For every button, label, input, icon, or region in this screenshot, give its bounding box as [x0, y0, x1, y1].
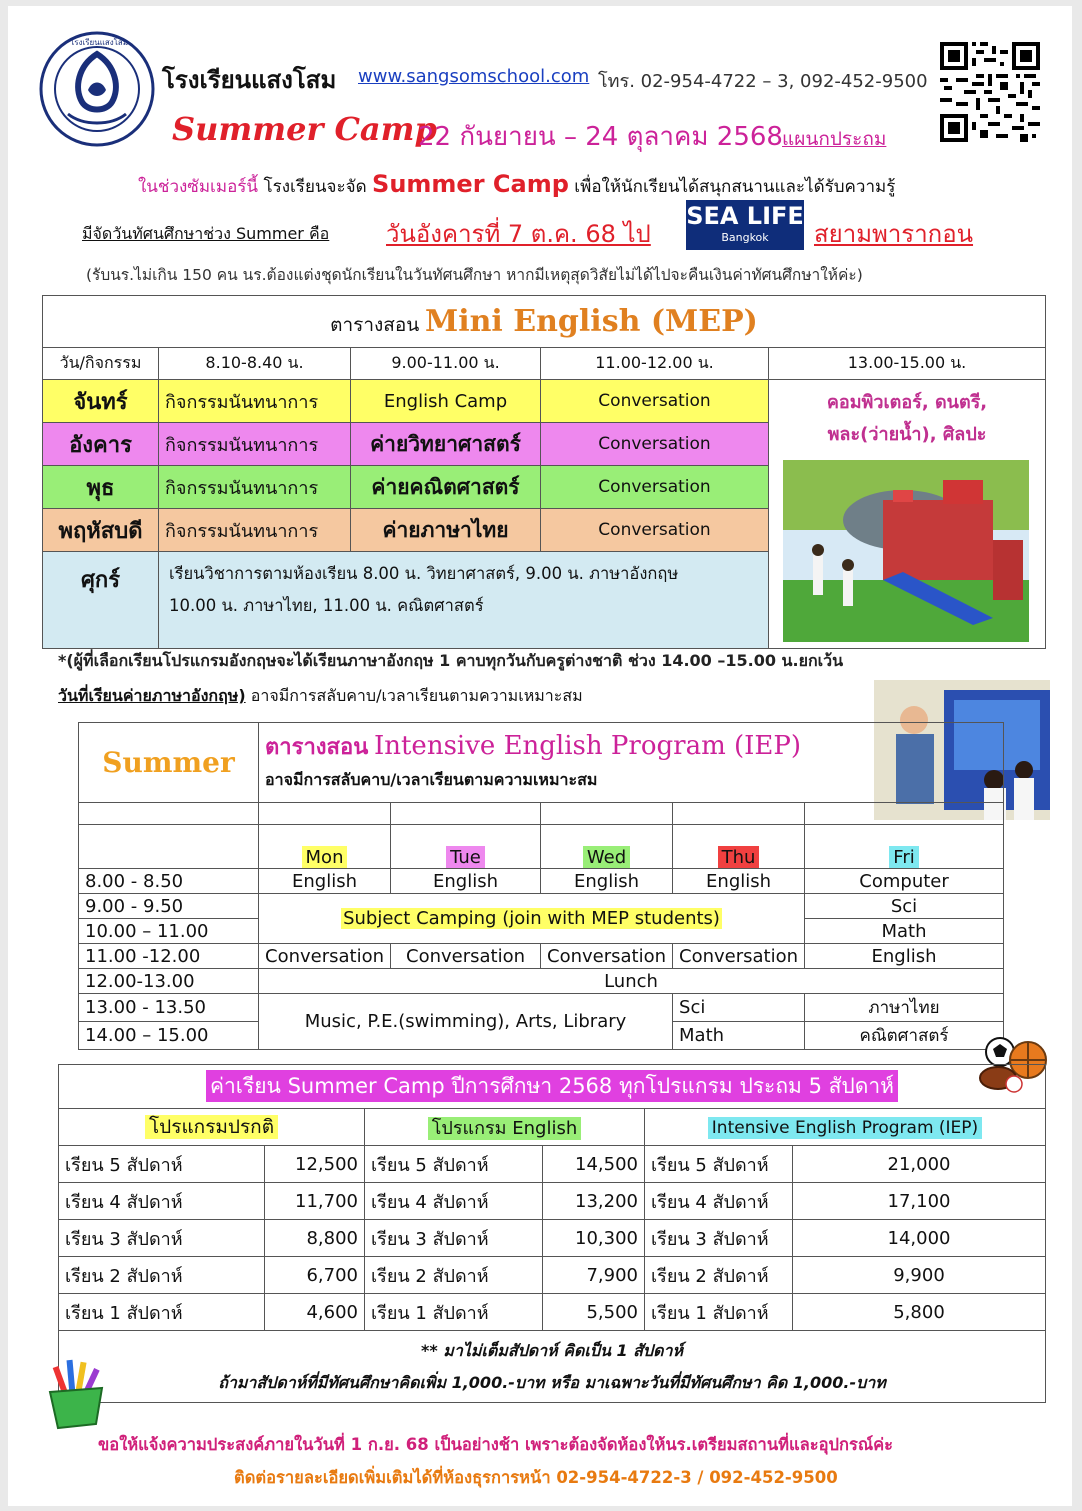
sealife-text: SEA LIFE — [686, 202, 804, 230]
fees-program-iep — [645, 1109, 1046, 1146]
fees-iep-value: 17,100 — [793, 1183, 1046, 1220]
fees-week-label: เรียน 1 สัปดาห์ — [59, 1294, 265, 1331]
fees-english-value: 14,500 — [543, 1146, 645, 1183]
mep-friday-cell — [159, 552, 769, 649]
summer-clipart — [79, 723, 259, 803]
iep-title-prefix: ตารางสอน — [265, 735, 369, 760]
iep-cell-conversation: Conversation — [673, 944, 805, 969]
mep-day-friday: ศุกร์ — [43, 552, 159, 649]
fees-normal-value: 4,600 — [265, 1294, 365, 1331]
iep-title-cell — [259, 723, 1004, 803]
iep-spacer-cell — [541, 803, 673, 825]
mep-title: Mini English (MEP) — [425, 303, 758, 339]
iep-day-mon — [259, 825, 391, 869]
iep-title: Intensive English Program (IEP) — [373, 731, 802, 761]
trip-prefix: มีจัดวันทัศนศึกษาช่วง Summer คือ — [82, 224, 330, 243]
iep-cell-english: English — [673, 869, 805, 894]
iep-afternoon-activities: Music, P.E.(swimming), Arts, Library — [259, 994, 673, 1050]
iep-table — [78, 722, 1004, 1050]
fees-program-english — [365, 1109, 645, 1146]
iep-cell-english: English — [541, 869, 673, 894]
mep-cell-recreation: กิจกรรมนันทนาการ — [159, 380, 351, 423]
iep-subject-camping — [259, 894, 805, 944]
fees-week-label: เรียน 3 สัปดาห์ — [365, 1220, 543, 1257]
camp-title: Summer Camp — [172, 110, 437, 148]
fees-week-label: เรียน 5 สัปดาห์ — [59, 1146, 265, 1183]
fees-week-label: เรียน 3 สัปดาห์ — [645, 1220, 793, 1257]
iep-time: 12.00-13.00 — [79, 969, 259, 994]
mep-friday-line2: 10.00 น. ภาษาไทย, 11.00 น. คณิตศาสตร์ — [169, 596, 484, 616]
fees-week-label: เรียน 4 สัปดาห์ — [365, 1183, 543, 1220]
mep-friday-line1: เรียนวิชาการตามห้องเรียน 8.00 น. วิทยาศาสตร์, 9.00 น. ภาษาอังกฤษ — [169, 564, 679, 584]
mep-cell-camp: ค่ายภาษาไทย — [351, 509, 541, 552]
summer-word: Summer — [102, 746, 235, 779]
crayons-icon — [36, 1352, 116, 1432]
iep-spacer-cell — [79, 803, 259, 825]
flyer-page — [8, 6, 1072, 1506]
iep-cell-english: English — [391, 869, 541, 894]
iep-fri-cell: ภาษาไทย — [805, 994, 1004, 1022]
fees-note2: ถ้ามาสัปดาห์ที่มีทัศนศึกษาคิดเพิ่ม 1,000.-บาท หรือ มาเฉพาะวันที่มีทัศนศึกษา คิด 1,000.-บาท — [218, 1372, 886, 1392]
mep-header-time3: 11.00-12.00 น. — [541, 348, 769, 380]
fees-english-value: 7,900 — [543, 1257, 645, 1294]
mep-footnote-line1: *(ผู้ที่เลือกเรียนโปรแกรมอังกฤษจะได้เรียนภาษาอังกฤษ 1 คาบทุกวันกับครูต่างชาติ ช่วง 14.00 –15.00 น.ยกเว้น — [58, 651, 844, 670]
mep-cell-conversation: Conversation — [541, 466, 769, 509]
fees-normal-value: 8,800 — [265, 1220, 365, 1257]
mep-title-prefix: ตารางสอน — [330, 313, 420, 336]
iep-spacer-cell — [259, 803, 391, 825]
iep-day-label: Thu — [718, 846, 760, 869]
iep-subtitle: อาจมีการสลับคาบ/เวลาเรียนตามความเหมาะสม — [265, 770, 598, 789]
iep-cell-conversation: Conversation — [391, 944, 541, 969]
mep-cell-recreation: กิจกรรมนันทนาการ — [159, 509, 351, 552]
intro-note: (รับนร.ไม่เกิน 150 คน นร.ต้องแต่งชุดนักเรียนในวันทัศนศึกษา หากมีเหตุสุดวิสัยไม่ได้ไปจะคืนเงินค่าทัศนศึกษาให้ค่ะ) — [86, 266, 863, 284]
mep-cell-conversation: Conversation — [541, 423, 769, 466]
fees-week-label: เรียน 1 สัปดาห์ — [365, 1294, 543, 1331]
iep-time: 14.00 – 15.00 — [79, 1022, 259, 1050]
website-link[interactable]: www.sangsomschool.com — [358, 66, 590, 87]
trip-date: วันอังคารที่ 7 ต.ค. 68 ไป — [386, 220, 651, 248]
mep-cell-recreation: กิจกรรมนันทนาการ — [159, 466, 351, 509]
mep-header-day: วัน/กิจกรรม — [43, 348, 159, 380]
school-logo — [38, 30, 156, 148]
mep-cell-camp: English Camp — [351, 380, 541, 423]
footer-deadline: ขอให้แจ้งความประสงค์ภายในวันที่ 1 ก.ย. 68 เป็นอย่างช้า เพราะต้องจัดห้องให้นร.เตรียมสถานที่และอุปกรณ์ค่ะ — [98, 1435, 894, 1454]
iep-thu-pm-sci: Sci — [673, 994, 805, 1022]
phone-number: โทร. 02-954-4722 – 3, 092-452-9500 — [598, 71, 928, 92]
iep-spacer-cell — [805, 803, 1004, 825]
fees-week-label: เรียน 2 สัปดาห์ — [365, 1257, 543, 1294]
iep-time: 11.00 -12.00 — [79, 944, 259, 969]
iep-cell-english: English — [259, 869, 391, 894]
fees-iep-value: 21,000 — [793, 1146, 1046, 1183]
mep-footnote-line2a: วันที่เรียนค่ายภาษาอังกฤษ) — [58, 686, 246, 705]
intro-highlight: Summer Camp — [372, 170, 569, 198]
playground-photo — [783, 460, 1029, 642]
trip-place: สยามพารากอน — [814, 220, 974, 248]
fees-note1: ** มาไม่เต็มสัปดาห์ คิดเป็น 1 สัปดาห์ — [420, 1340, 684, 1360]
fees-week-label: เรียน 2 สัปดาห์ — [59, 1257, 265, 1294]
fees-table — [58, 1064, 1046, 1403]
mep-day: จันทร์ — [43, 380, 159, 423]
iep-day-label: Fri — [889, 846, 918, 869]
fees-week-label: เรียน 5 สัปดาห์ — [365, 1146, 543, 1183]
mep-cell-camp: ค่ายคณิตศาสตร์ — [351, 466, 541, 509]
sealife-sub: Bangkok — [721, 231, 769, 244]
iep-fri-cell: Math — [805, 919, 1004, 944]
iep-day-wed — [541, 825, 673, 869]
mep-afternoon-cell — [769, 380, 1046, 649]
mep-cell-conversation: Conversation — [541, 509, 769, 552]
qr-code — [940, 42, 1040, 142]
iep-fri-cell: Sci — [805, 894, 1004, 919]
mep-day: พุธ — [43, 466, 159, 509]
iep-fri-cell: Computer — [805, 869, 1004, 894]
intro-text2: เพื่อให้นักเรียนได้สนุกสนานและได้รับความรู้ — [574, 177, 896, 197]
mep-afternoon-line1: คอมพิวเตอร์, ดนตรี, — [826, 392, 988, 413]
iep-fri-cell: English — [805, 944, 1004, 969]
iep-day-label: Tue — [446, 846, 485, 869]
iep-subject-camping-label: Subject Camping (join with MEP students) — [343, 908, 720, 929]
mep-footnote-line2 — [58, 684, 583, 709]
mep-cell-camp: ค่ายวิทยาศาสตร์ — [351, 423, 541, 466]
intro-prefix: ในช่วงซัมเมอร์นี้ — [138, 177, 259, 197]
mep-afternoon-line2: พละ(ว่ายน้ำ), ศิลปะ — [827, 424, 987, 445]
iep-day-label: Wed — [583, 846, 630, 869]
iep-fri-cell: คณิตศาสตร์ — [805, 1022, 1004, 1050]
department: แผนกประถม — [782, 128, 887, 150]
camp-dates: 22 กันยายน – 24 ตุลาคม 2568 — [418, 122, 783, 152]
iep-day-thu — [673, 825, 805, 869]
mep-footnote-line2b: อาจมีการสลับคาบ/เวลาเรียนตามความเหมาะสม — [250, 686, 583, 705]
fees-normal-value: 6,700 — [265, 1257, 365, 1294]
fees-week-label: เรียน 2 สัปดาห์ — [645, 1257, 793, 1294]
footer-contact: ติดต่อรายละเอียดเพิ่มเติมได้ที่ห้องธุรการหน้า 02-954-4722-3 / 092-452-9500 — [234, 1468, 838, 1487]
fees-normal-value: 12,500 — [265, 1146, 365, 1183]
fees-iep-value: 9,900 — [793, 1257, 1046, 1294]
mep-header-time2: 9.00-11.00 น. — [351, 348, 541, 380]
fees-week-label: เรียน 3 สัปดาห์ — [59, 1220, 265, 1257]
mep-header-time1: 8.10-8.40 น. — [159, 348, 351, 380]
iep-day-tue — [391, 825, 541, 869]
fees-english-value: 13,200 — [543, 1183, 645, 1220]
iep-spacer-cell — [673, 803, 805, 825]
fees-week-label: เรียน 4 สัปดาห์ — [59, 1183, 265, 1220]
fees-normal-value: 11,700 — [265, 1183, 365, 1220]
mep-cell-recreation: กิจกรรมนันทนาการ — [159, 423, 351, 466]
mep-table — [42, 295, 1046, 649]
mep-cell-conversation: Conversation — [541, 380, 769, 423]
fees-notes-cell — [59, 1331, 1046, 1403]
fees-title-cell — [59, 1065, 1046, 1109]
iep-thu-pm-math: Math — [673, 1022, 805, 1050]
iep-lunch: Lunch — [259, 969, 1004, 994]
iep-spacer-cell — [391, 803, 541, 825]
sealife-logo — [686, 200, 804, 250]
fees-iep-value: 14,000 — [793, 1220, 1046, 1257]
fees-program-label: โปรแกรม English — [428, 1117, 582, 1140]
mep-day: พฤหัสบดี — [43, 509, 159, 552]
fees-english-value: 5,500 — [543, 1294, 645, 1331]
fees-english-value: 10,300 — [543, 1220, 645, 1257]
fees-title: ค่าเรียน Summer Camp ปีการศึกษา 2568 ทุกโปรแกรม ประถม 5 สัปดาห์ — [206, 1070, 898, 1102]
fees-week-label: เรียน 4 สัปดาห์ — [645, 1183, 793, 1220]
iep-time: 9.00 - 9.50 — [79, 894, 259, 919]
fees-program-label: โปรแกรมปรกติ — [145, 1115, 278, 1139]
fees-iep-value: 5,800 — [793, 1294, 1046, 1331]
iep-time: 10.00 – 11.00 — [79, 919, 259, 944]
intro-text1: โรงเรียนจะจัด — [263, 177, 367, 197]
mep-header-time4: 13.00-15.00 น. — [769, 348, 1046, 380]
fees-week-label: เรียน 5 สัปดาห์ — [645, 1146, 793, 1183]
iep-corner — [79, 825, 259, 869]
iep-cell-conversation: Conversation — [541, 944, 673, 969]
mep-day: อังคาร — [43, 423, 159, 466]
iep-time: 8.00 - 8.50 — [79, 869, 259, 894]
iep-time: 13.00 - 13.50 — [79, 994, 259, 1022]
mep-title-cell — [43, 296, 1046, 348]
logo-text: โรงเรียนแสงโสม — [70, 38, 129, 47]
iep-day-fri — [805, 825, 1004, 869]
iep-day-label: Mon — [302, 846, 348, 869]
fees-program-normal — [59, 1109, 365, 1146]
fees-program-label: Intensive English Program (IEP) — [708, 1117, 982, 1139]
intro-line — [138, 170, 895, 200]
fees-week-label: เรียน 1 สัปดาห์ — [645, 1294, 793, 1331]
school-name: โรงเรียนแสงโสม — [162, 66, 337, 94]
iep-cell-conversation: Conversation — [259, 944, 391, 969]
